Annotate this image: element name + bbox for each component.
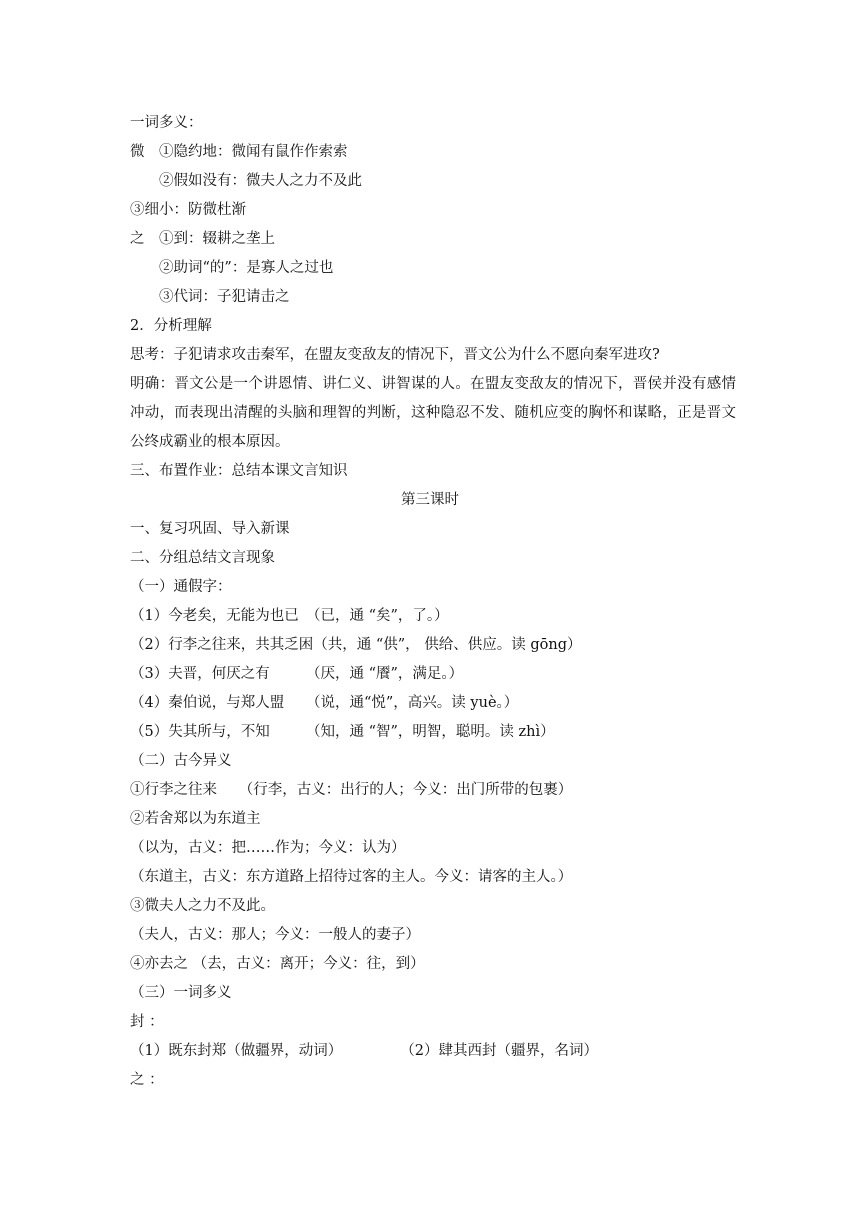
text-line: （1）既东封郑（做疆界，动词） （2）肆其西封（疆界，名词）	[130, 1043, 598, 1059]
text-line: 微 ①隐约地：微闻有鼠作作索索	[130, 144, 348, 160]
text-line: ③代词：子犯请击之	[130, 289, 290, 305]
text-line: （以为，古义：把……作为；今义：认为）	[130, 840, 406, 856]
text-line: （4）秦伯说，与郑人盟 （说，通“悦”，高兴。读 yuè。）	[130, 695, 519, 711]
text-line: 思考：子犯请求攻击秦军，在盟友变敌友的情况下，晋文公为什么不愿向秦军进攻?	[130, 347, 660, 363]
text-line: ③细小：防微杜渐	[130, 202, 246, 218]
text-line: （3）夫晋，何厌之有 （厌，通 “餍”，满足。）	[130, 666, 464, 682]
sub-heading: （二）古今异义	[130, 753, 232, 769]
text-line: ①行李之往来 （行李，古义：出行的人；今义：出门所带的包裹）	[130, 782, 573, 798]
text-line: ③微夫人之力不及此。	[130, 898, 275, 914]
paragraph: 明确：晋文公是一个讲恩情、讲仁义、讲智谋的人。在盟友变敌友的情况下，晋侯并没有感情冲动，而表现出清醒的头脑和理智的判断，这种隐忍不发、随机应变的胸怀和谋略，正是晋文公终成霸业的根本原因。	[130, 376, 736, 450]
section-heading: 2．分析理解	[130, 318, 212, 334]
section-heading: 一、复习巩固、导入新课	[130, 521, 290, 537]
sub-heading: （三）一词多义	[130, 985, 232, 1001]
text-line: ②若舍郑以为东道主	[130, 811, 261, 827]
text-line: 一词多义：	[130, 115, 203, 131]
text-line: 之 ①到：辍耕之垄上	[130, 231, 275, 247]
sub-heading: （一）通假字：	[130, 579, 232, 595]
text-line: ④亦去之 （去，古义：离开；今义：往，到）	[130, 956, 425, 972]
text-line: ②助词“的”：是寡人之过也	[130, 260, 334, 276]
text-line: 之 ：	[130, 1072, 164, 1088]
text-line: （5）失其所与，不知 （知，通 “智”，明智，聪明。读 zhì）	[130, 724, 555, 740]
text-line: （东道主，古义：东方道路上招待过客的主人。今义：请客的主人。）	[130, 869, 573, 885]
text-line: （1）今老矣，无能为也已 （已，通 “矣”，了。）	[130, 608, 449, 624]
text-line: ②假如没有：微夫人之力不及此	[130, 173, 362, 189]
text-line: （2）行李之往来，共其乏困（共，通 “供”， 供给、供应。读 gōng）	[130, 637, 582, 653]
section-heading: 二、分组总结文言现象	[130, 550, 275, 566]
lesson-title: 第三课时	[401, 492, 459, 508]
text-line: （夫人，古义：那人；今义：一般人的妻子）	[130, 927, 420, 943]
text-line: 封 ：	[130, 1014, 164, 1030]
section-heading: 三、布置作业：总结本课文言知识	[130, 463, 348, 479]
